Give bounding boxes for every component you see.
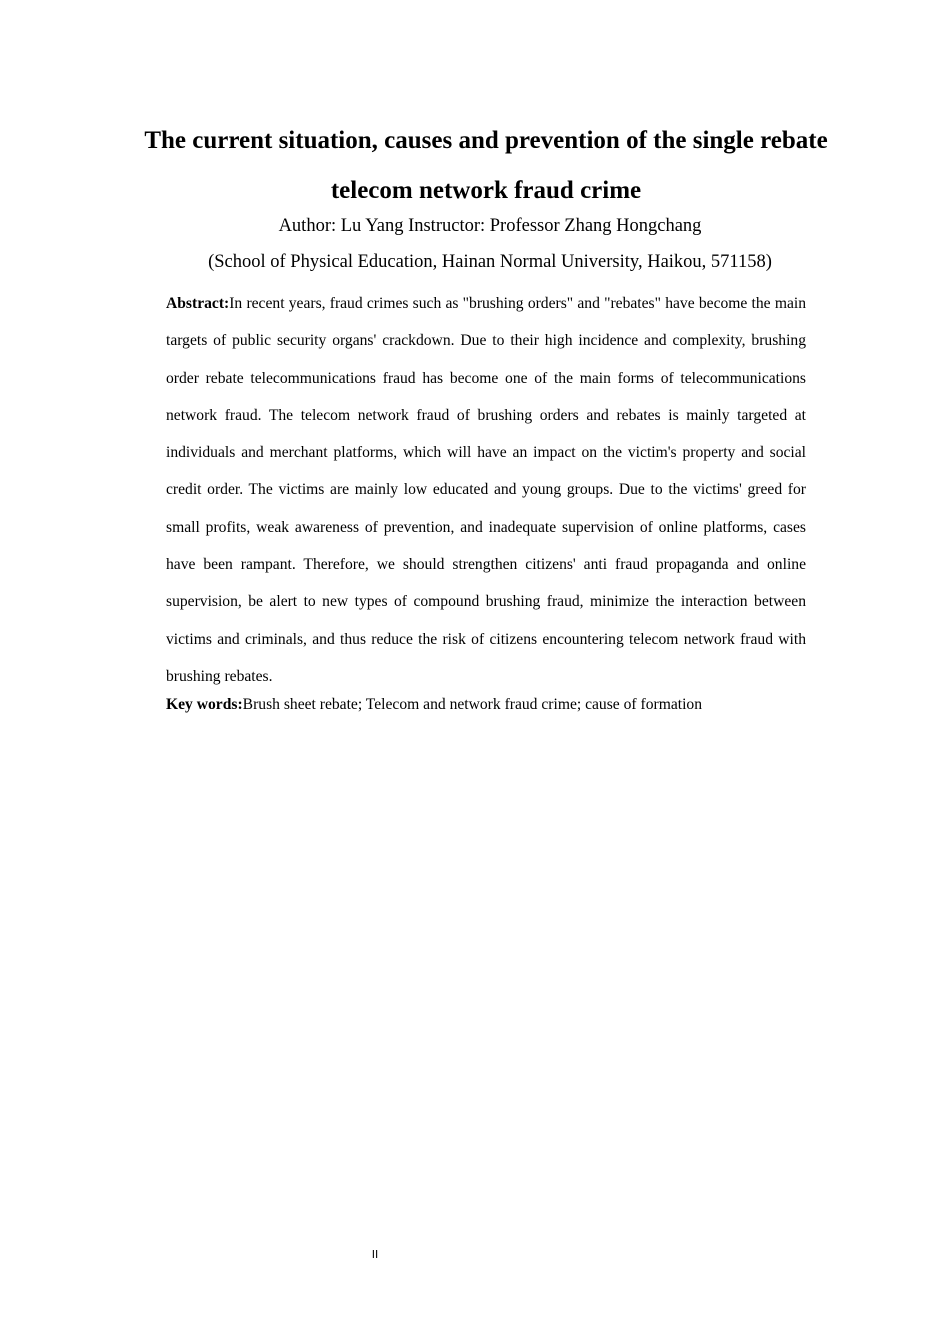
abstract-label: Abstract: [166, 295, 230, 312]
paper-title: The current situation, causes and prevention of the single rebate telecom network fraud crime [144, 127, 828, 204]
author-line: Author: Lu Yang Instructor: Professor Zhang Hongchang [278, 216, 702, 236]
keywords-line [166, 694, 866, 716]
abstract-paragraph [166, 285, 806, 695]
page-number: II [371, 1248, 379, 1261]
abstract-text: In recent years, fraud crimes such as "brushing orders" and "rebates" have become the main targets of public security organs' crackdown. Due to their high incidence and complexity, brushing order rebate telecommunications fraud has become one of the main forms of telecommunications network fraud. The telecom network fraud of brushing orders and rebates is mainly targeted at individuals and merchant platforms, which will have an impact on the victim's property and social credit order. The victims are mainly low educated and young groups. Due to the victims' greed for small profits, weak awareness of prevention, and inadequate supervision of online platforms, cases have been rampant. Therefore, we should strengthen citizens' anti fraud propaganda and online supervision, be alert to new types of compound brushing fraud, minimize the interaction between victims and criminals, and thus reduce the risk of citizens encountering telecom network fraud with brushing rebates. [166, 295, 806, 685]
affiliation-line: (School of Physical Education, Hainan Normal University, Haikou, 571158) [208, 252, 772, 272]
keywords-label: Key words: [166, 696, 243, 713]
keywords-text: Brush sheet rebate; Telecom and network fraud crime; cause of formation [242, 696, 703, 713]
